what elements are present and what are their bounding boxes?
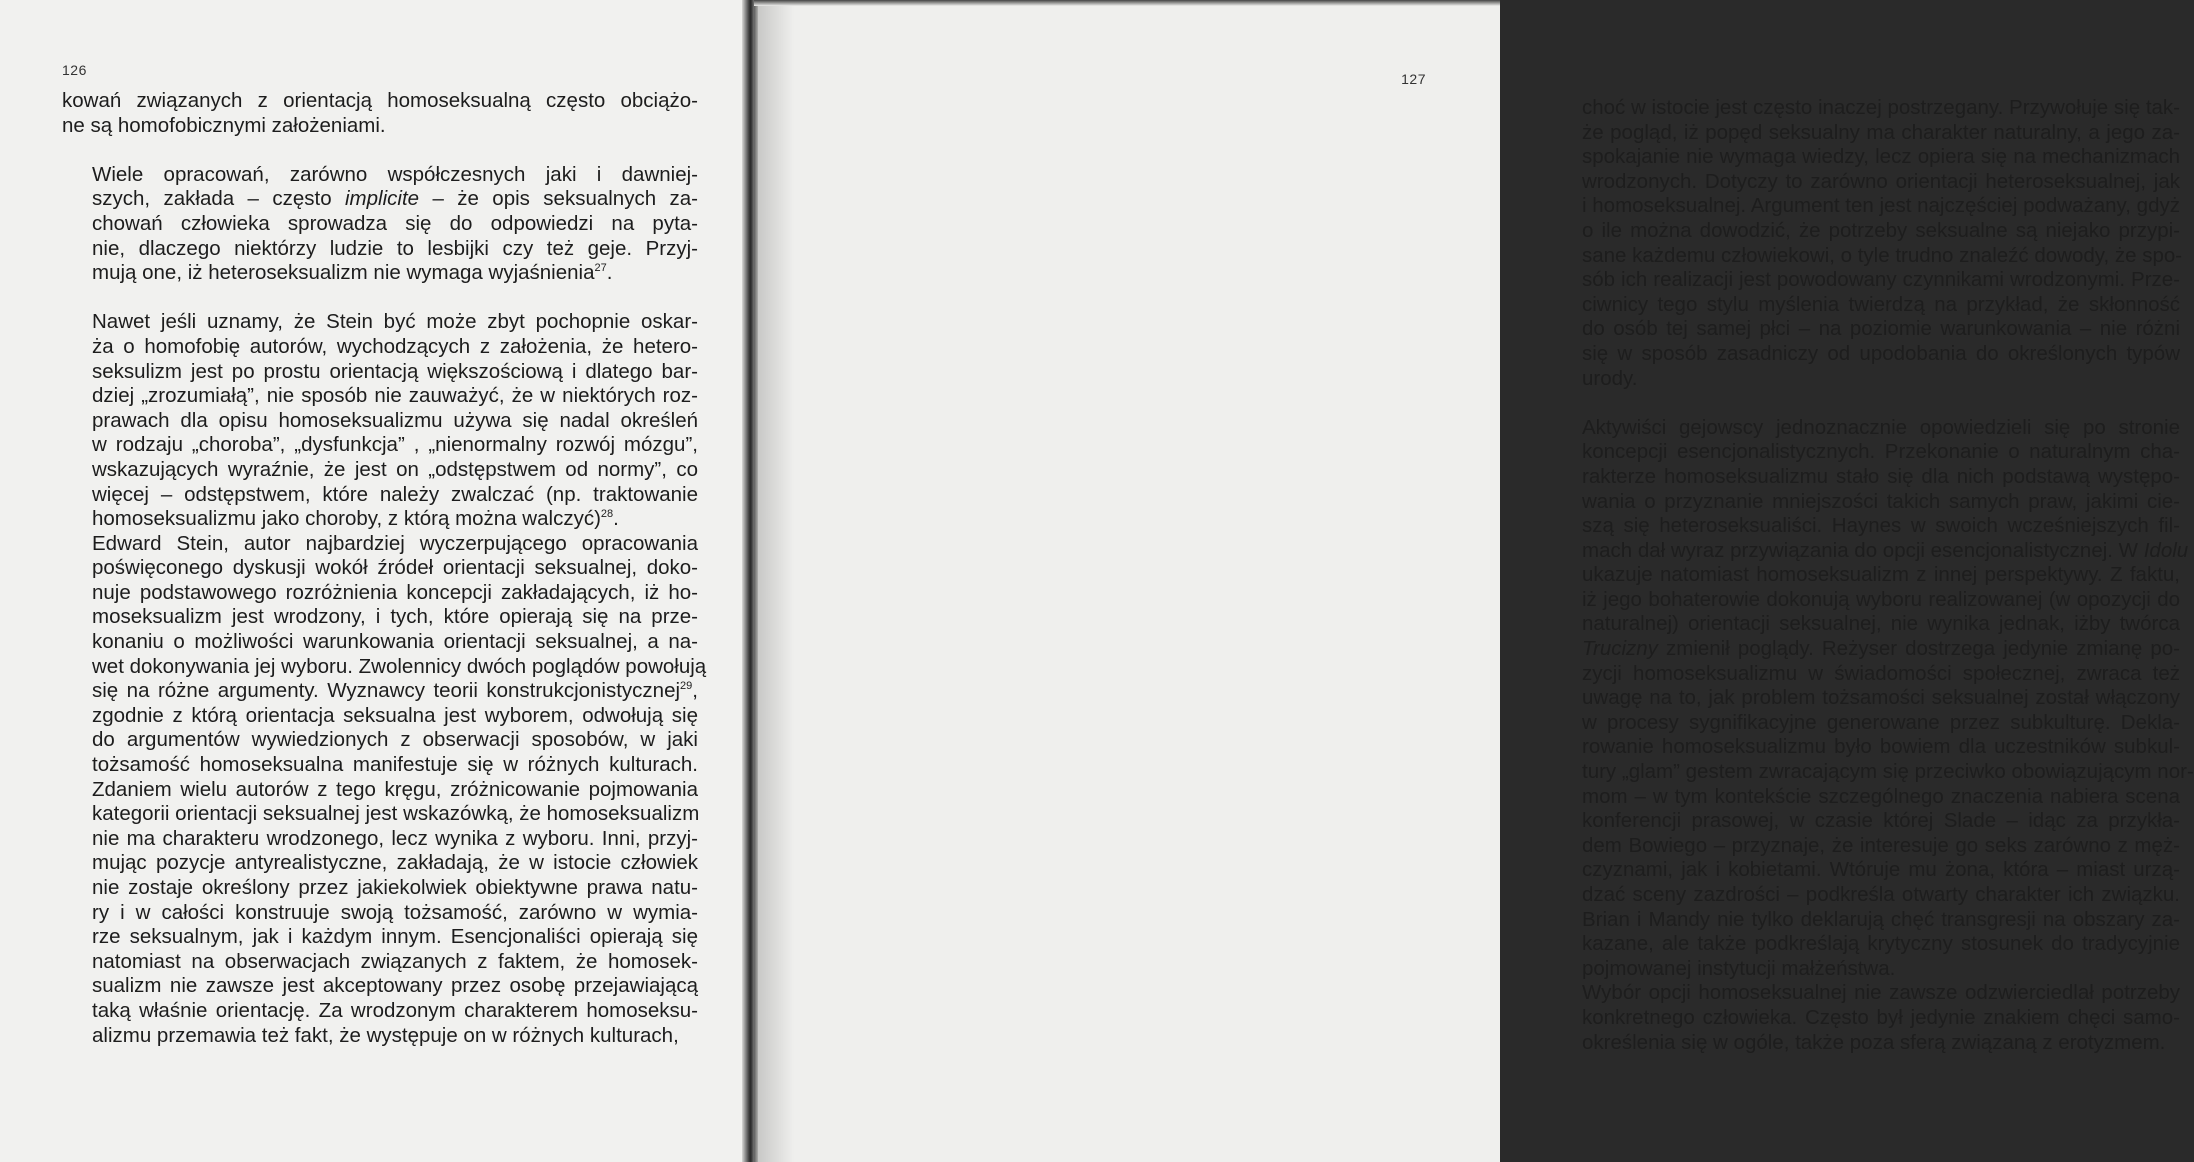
paragraph bbox=[1552, 96, 2183, 391]
text-line: konferencji prasowej, w czasie której Slade – idąc za przykła- bbox=[1582, 809, 2180, 833]
text-line: do osób tej samej płci – na poziomie warunkowania – nie różni bbox=[1582, 317, 2180, 341]
text-line: do argumentów wywiedzionych z obserwacji sposobów, w jaki bbox=[92, 728, 698, 752]
text-line: sane każdemu człowiekowi, o tyle trudno znaleźć dowody, że spo- bbox=[1582, 243, 2183, 267]
text-line: moseksualizm jest wrodzony, i tych, które opierają się na prze- bbox=[92, 605, 698, 629]
text-line: i homoseksualnej. Argument ten jest najczęściej podważany, gdyż bbox=[1582, 194, 2180, 218]
footnote-ref: 27 bbox=[594, 262, 607, 275]
page-text bbox=[1552, 96, 2194, 1055]
paragraph bbox=[62, 89, 698, 138]
text-line: kowań związanych z orientacją homoseksualną często obciążo- bbox=[62, 89, 698, 112]
text-line: dem Bowiego – przyznaje, że interesuje go seks zarówno z męż- bbox=[1582, 833, 2180, 857]
footnote-ref: 29 bbox=[680, 680, 693, 693]
text-line: prawach dla opisu homoseksualizmu używa się nadal określeń bbox=[92, 408, 698, 432]
text-line: dzać sceny zazdrości – podkreśla otwarty charakter ich związku. bbox=[1582, 883, 2180, 906]
text-line: że pogląd, iż popęd seksualny ma charakter naturalny, a jego za- bbox=[1582, 120, 2180, 144]
text-line: Wybór opcji homoseksualnej nie zawsze odzwierciedlał potrzeby bbox=[1582, 981, 2180, 1005]
text-line: Brian i Mandy nie tylko deklarują chęć transgresji na obszary za- bbox=[1582, 907, 2180, 931]
paragraph bbox=[62, 310, 698, 531]
text-line: w rodzaju „choroba”, „dysfunkcja” , „nienormalny rozwój mózgu”, bbox=[92, 433, 698, 457]
text-line: poświęconego dyskusji wokół źródeł orientacji seksualnej, doko- bbox=[92, 556, 698, 580]
text-line: spokajanie nie wymaga wiedzy, lecz opiera się na mechanizmach bbox=[1582, 145, 2180, 169]
text-line: w procesy sygnifikacyjne generowane przez subkulturę. Dekla- bbox=[1582, 710, 2180, 734]
text-line: szą się heteroseksualiści. Haynes w swoich wcześniejszych fil- bbox=[1582, 514, 2180, 538]
text-line: wskazujących wyraźnie, że jest on „odstępstwem od normy”, co bbox=[92, 457, 698, 481]
text-line: tożsamość homoseksualna manifestuje się w różnych kulturach. bbox=[92, 753, 698, 777]
text-line: mach dał wyraz przywiązania do opcji esencjonalistycznej. W Idolu bbox=[1582, 538, 2189, 562]
text-line: nuje podstawowego rozróżnienia koncepcji zakładających, iż ho- bbox=[92, 580, 698, 604]
page-shadow bbox=[754, 0, 794, 1162]
text-line: czyznami, jak i kobietami. Wtóruje mu żona, która – miast urzą- bbox=[1582, 858, 2180, 882]
left-page bbox=[0, 0, 746, 1162]
text-line: określenia się w ogóle, także poza sferą związaną z erotyzmem. bbox=[1582, 1030, 2166, 1054]
text-line: szych, zakłada – często implicite – że opis seksualnych za- bbox=[92, 187, 698, 211]
text-line: ne są homofobicznymi założeniami. bbox=[62, 113, 386, 137]
text-line: się na różne argumenty. Wyznawcy teorii konstrukcjonistycznej$^{29}$, bbox=[92, 679, 698, 703]
text-line: dziej „zrozumiałą”, nie sposób nie zauważyć, że w niektórych roz- bbox=[92, 384, 698, 408]
text-line: alizmu przemawia też fakt, że występuje on w różnych kulturach, bbox=[92, 1023, 679, 1047]
text-line: Wiele opracowań, zarówno współczesnych jaki i dawniej- bbox=[92, 162, 698, 186]
text-line: ukazuje natomiast homoseksualizm z innej perspektywy. Z faktu, bbox=[1582, 563, 2180, 587]
text-line: rakterze homoseksualizmu stało się dla nich podstawą występo- bbox=[1582, 464, 2180, 488]
text-line: rowanie homoseksualizmu było bowiem dla uczestników subkul- bbox=[1582, 735, 2180, 759]
text-line: więcej – odstępstwem, które należy zwalczać (np. traktowanie bbox=[92, 482, 698, 506]
text-line: kazane, ale także podkreślają krytyczny stosunek do tradycyjnie bbox=[1582, 932, 2180, 956]
text-line: zycji homoseksualizmu w świadomości społecznej, zwraca też bbox=[1582, 661, 2180, 685]
text-line: naturalnej) orientacji seksualnej, nie wynika jednak, iżby twórca bbox=[1582, 612, 2180, 636]
text-line: koncepcji esencjonalistycznych. Przekonanie o naturalnym cha- bbox=[1582, 440, 2180, 464]
right-page bbox=[754, 0, 2194, 1162]
text-line: Edward Stein, autor najbardziej wyczerpującego opracowania bbox=[92, 531, 698, 555]
text-line: iż jego bohaterowie dokonują wyboru realizowanej (w opozycji do bbox=[1582, 587, 2180, 611]
text-line: o ile można dowodzić, że potrzeby seksualne są niejako przypi- bbox=[1582, 218, 2180, 242]
text-line: ża o homofobię autorów, wychodzących z założenia, że hetero- bbox=[92, 334, 698, 358]
text-line: nie ma charakteru wrodzonego, lecz wynika z wyboru. Inni, przyj- bbox=[92, 826, 698, 850]
text-line: kategorii orientacji seksualnej jest wskazówką, że homoseksualizm bbox=[92, 802, 700, 826]
text-line: nie zostaje określony przez jakiekolwiek obiektywne prawa natu- bbox=[92, 876, 698, 899]
text-line: mom – w tym kontekście szczególnego znaczenia nabiera scena bbox=[1582, 784, 2180, 808]
page-number: 127 bbox=[1401, 71, 1426, 87]
text-line: wania o przyznanie mniejszości takich samych praw, jakimi cie- bbox=[1582, 489, 2180, 513]
text-line: urody. bbox=[1582, 366, 1638, 390]
text-line: mują one, iż heteroseksualizm nie wymaga wyjaśnienia$^{27}$. bbox=[92, 261, 613, 285]
text-line: homoseksualizmu jako choroby, z którą można walczyć)$^{28}$. bbox=[92, 507, 619, 531]
text-line: seksulizm jest po prostu orientacją większościową i dlatego bar- bbox=[92, 359, 698, 383]
text-line: pojmowanej instytucji małżeństwa. bbox=[1582, 956, 1896, 980]
text-line: wrodzonych. Dotyczy to zarówno orientacji heteroseksualnej, jak bbox=[1582, 169, 2180, 193]
text-line: choć w istocie jest często inaczej postrzegany. Przywołuje się tak- bbox=[1582, 96, 2180, 119]
text-line: rze seksualnym, jak i każdym innym. Esencjonaliści opierają się bbox=[92, 925, 698, 949]
text-line: Trucizny zmienił poglądy. Reżyser dostrzega jedynie zmianę po- bbox=[1582, 637, 2180, 661]
paragraph bbox=[62, 531, 707, 1048]
text-line: Nawet jeśli uznamy, że Stein być może zbyt pochopnie oskar- bbox=[92, 310, 698, 334]
text-line: uwagę na to, jak problem tożsamości seksualnej został włączony bbox=[1582, 686, 2180, 710]
text-line: wet dokonywania jej wyboru. Zwolennicy dwóch poglądów powołują bbox=[92, 654, 707, 678]
text-line: tury „glam” gestem zwracającym się przeciwko obowiązującym nor- bbox=[1582, 760, 2194, 784]
text-line: mując pozycje antyrealistyczne, zakładają, że w istocie człowiek bbox=[92, 851, 698, 875]
text-line: ciwnicy tego stylu myślenia twierdzą na przykład, że skłonność bbox=[1582, 292, 2180, 316]
text-line: Zdaniem wielu autorów z tego kręgu, zróżnicowanie pojmowania bbox=[92, 777, 698, 801]
paragraph bbox=[1552, 981, 2180, 1055]
paragraph bbox=[62, 163, 698, 286]
text-line: Aktywiści gejowscy jednoznacznie opowiedzieli się po stronie bbox=[1582, 415, 2180, 439]
italic-text: Trucizny bbox=[1582, 637, 1658, 661]
text-line: sób ich realizacji jest powodowany czynnikami wrodzonymi. Prze- bbox=[1582, 268, 2180, 292]
text-line: konaniu o możliwości warunkowania orientacji seksualnej, a na- bbox=[92, 630, 698, 654]
italic-text: Idolu bbox=[2143, 538, 2189, 562]
text-line: chowań człowieka sprowadza się do odpowiedzi na pyta- bbox=[92, 211, 698, 235]
text-line: się w sposób zasadniczy od upodobania do określonych typów bbox=[1582, 341, 2180, 365]
text-line: ry i w całości konstruuje swoją tożsamość, zarówno w wymia- bbox=[92, 900, 698, 924]
text-line: taką właśnie orientację. Za wrodzonym charakterem homoseksu- bbox=[92, 998, 698, 1022]
text-line: sualizm nie zawsze jest akceptowany przez osobę przejawiającą bbox=[92, 974, 698, 998]
footnote-ref: 28 bbox=[600, 508, 614, 521]
paragraph bbox=[1552, 415, 2194, 982]
italic-text: implicite bbox=[345, 187, 420, 211]
text-line: konkretnego człowieka. Często był jedynie znakiem chęci samo- bbox=[1582, 1005, 2180, 1029]
page-number: 126 bbox=[62, 62, 87, 78]
page-edge bbox=[754, 0, 1500, 6]
text-line: zgodnie z którą orientacja seksualna jest wyborem, odwołują się bbox=[92, 703, 698, 727]
text-line: natomiast na obserwacjach związanych z faktem, że homosek- bbox=[92, 949, 698, 973]
text-line: nie, dlaczego niektórzy ludzie to lesbijki czy też geje. Przyj- bbox=[92, 236, 698, 260]
page-text bbox=[62, 89, 707, 1048]
